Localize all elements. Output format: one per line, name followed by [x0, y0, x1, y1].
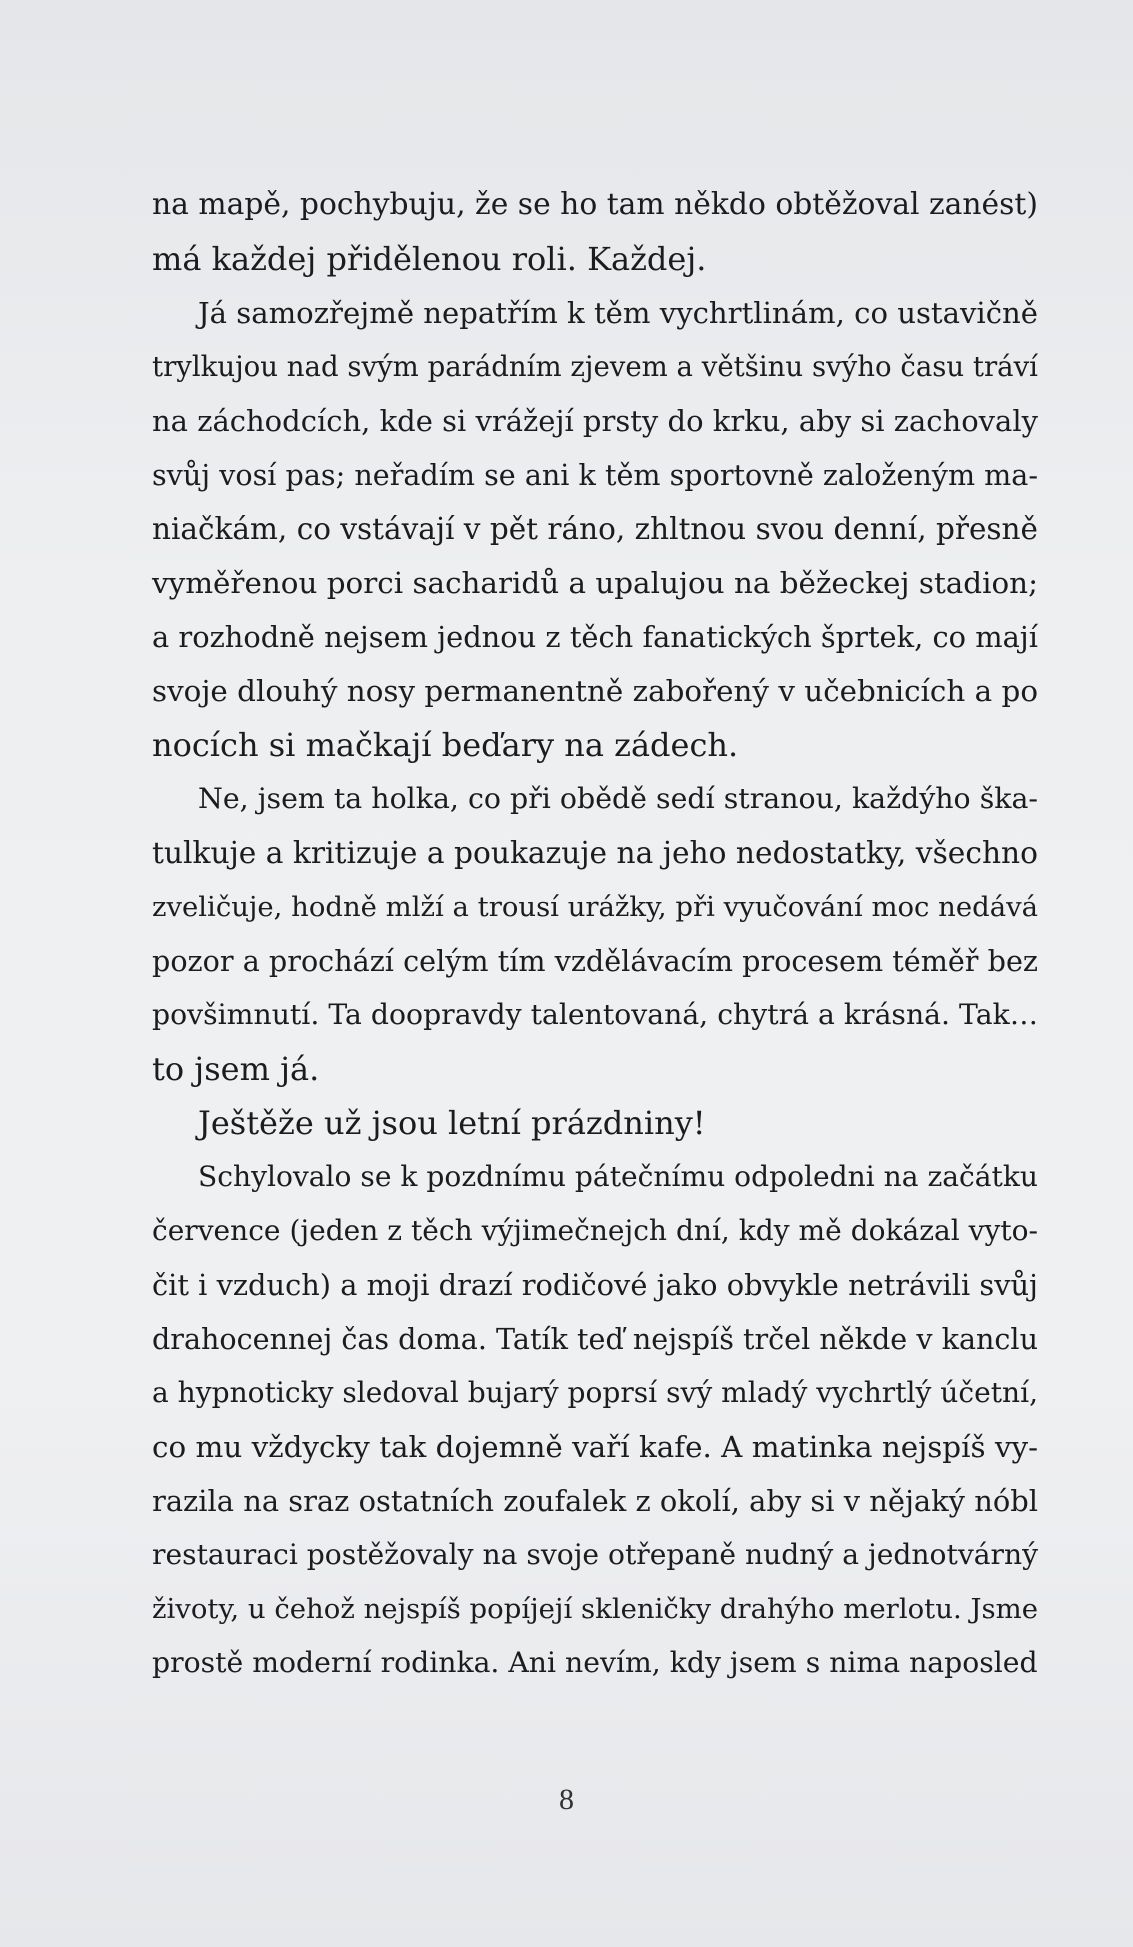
text-line: na mapě, pochybuju, že se ho tam někdo obtěžoval zanést) — [152, 187, 1038, 222]
text-line: července (jeden z těch výjimečnejch dní, kdy mě dokázal vyto- — [152, 1214, 1038, 1247]
text-line: razila na sraz ostatních zoufalek z okolí, aby si v nějaký nóbl — [152, 1484, 1038, 1518]
text-line: svoje dlouhý nosy permanentně zabořený v učebnicích a po — [152, 674, 1038, 708]
text-line: Ještěže už jsou letní prázdniny! — [198, 1104, 706, 1142]
text-line: trylkujou nad svým parádním zjevem a většinu svýho času tráví — [152, 350, 1038, 383]
text-line: svůj vosí pas; neřadím se ani k těm sportovně založeným ma- — [152, 458, 1039, 492]
text-line: nocích si mačkají beďary na zádech. — [152, 726, 739, 764]
text-line: co mu vždycky tak dojemně vaří kafe. A matinka nejspíš vy- — [152, 1430, 1038, 1464]
text-line: pozor a prochází celým tím vzdělávacím procesem téměř bez — [152, 944, 1038, 978]
text-line: a rozhodně nejsem jednou z těch fanatických šprtek, co mají — [152, 620, 1038, 654]
body-text — [152, 178, 1038, 1690]
text-line: drahocennej čas doma. Tatík teď nejspíš trčel někde v kanclu — [152, 1322, 1038, 1356]
text-line: má každej přidělenou roli. Každej. — [152, 240, 707, 278]
text-line: to jsem já. — [152, 1050, 320, 1088]
text-line: zveličuje, hodně mlží a trousí urážky, při vyučování moc nedává — [152, 891, 1038, 923]
text-line: čit i vzduch) a moji drazí rodičové jako obvykle netrávili svůj — [152, 1268, 1038, 1302]
text-line: prostě moderní rodinka. Ani nevím, kdy jsem s nima naposled — [152, 1646, 1038, 1679]
text-line: niačkám, co vstávají v pět ráno, zhltnou svou denní, přesně — [152, 512, 1038, 546]
text-line: restauraci postěžovaly na svoje otřepaně nudný a jednotvárný — [152, 1538, 1039, 1571]
text-line: Ne, jsem ta holka, co při obědě sedí stranou, každýho ška- — [198, 782, 1038, 815]
text-line: a hypnoticky sledoval bujarý poprsí svý mladý vychrtlý účetní, — [152, 1376, 1038, 1409]
text-line: povšimnutí. Ta doopravdy talentovaná, chytrá a krásná. Tak… — [152, 998, 1038, 1031]
text-line: tulkuje a kritizuje a poukazuje na jeho nedostatky, všechno — [152, 835, 1038, 870]
page-number: 8 — [559, 1783, 574, 1816]
text-line: Já samozřejmě nepatřím k těm vychrtlinám, co ustavičně — [198, 296, 1038, 330]
text-line: Schylovalo se k pozdnímu pátečnímu odpoledni na začátku — [198, 1160, 1038, 1193]
text-line: životy, u čehož nejspíš popíjejí skleničky drahýho merlotu. Jsme — [152, 1593, 1038, 1625]
text-line: na záchodcích, kde si vrážejí prsty do krku, aby si zachovaly — [152, 404, 1038, 438]
text-line: vyměřenou porci sacharidů a upalujou na běžeckej stadion; — [152, 566, 1038, 600]
